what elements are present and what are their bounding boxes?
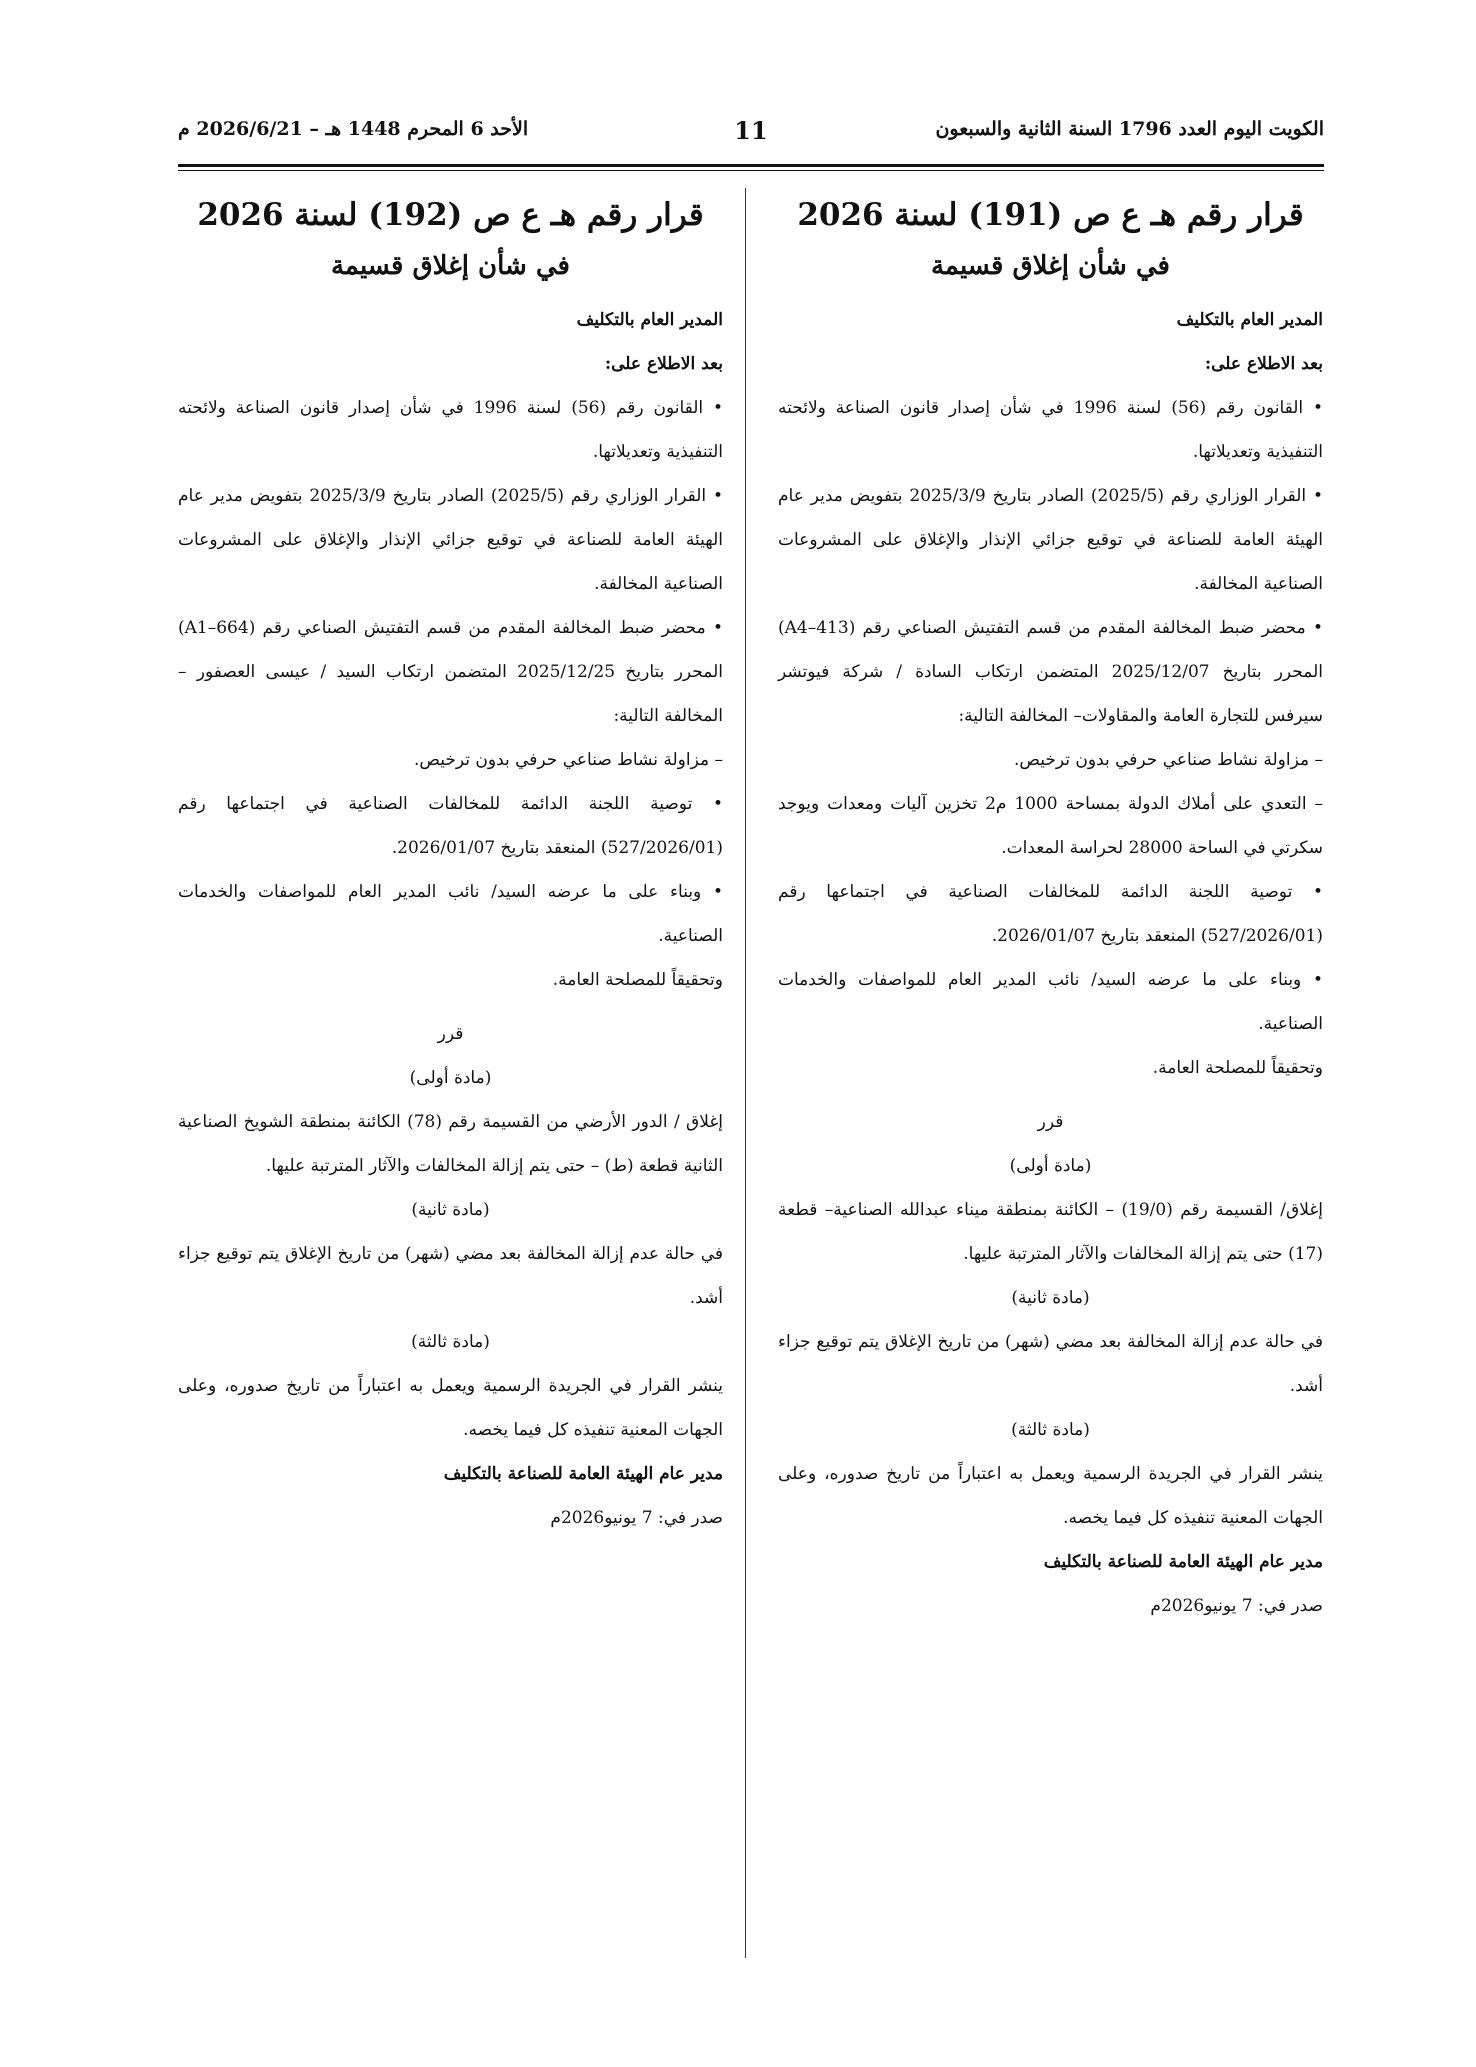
decision-192-column: [178, 190, 723, 1540]
column-divider: [745, 188, 746, 1958]
article-2-title: (مادة ثانية): [411, 1200, 490, 1220]
violation-item: – التعدي على أملاك الدولة بمساحة 1000 م2 تخزين آليات ومعدات ويوجد سكرتي في الساحة 28000 لحراسة المعدات.: [778, 794, 1323, 858]
decided-heading: قرر: [1037, 1112, 1064, 1132]
article-1-title: (مادة أولى): [409, 1068, 492, 1088]
violation-item: – مزاولة نشاط صناعي حرفي بدون ترخيص.: [1013, 750, 1323, 770]
decision-192-title: قرار رقم هـ ع ص (192) لسنة 2026: [197, 197, 704, 233]
article-2-text: في حالة عدم إزالة المخالفة بعد مضي (شهر) من تاريخ الإغلاق يتم توقيع جزاء أشد.: [178, 1244, 723, 1308]
gazette-issue-info: الكويت اليوم العدد 1796 السنة الثانية والسبعون: [935, 118, 1324, 140]
after-review: بعد الاطلاع على:: [1204, 354, 1323, 374]
recital: • القرار الوزاري رقم (2025/5) الصادر بتاريخ 2025/3/9 بتفويض مدير عام الهيئة العامة للصناعة في توقيع جزائي الإنذار والإغلاق على المشروعات الصناعية المخالفة.: [778, 486, 1323, 594]
issuer: المدير العام بالتكليف: [576, 310, 723, 330]
issue-date: الأحد 6 المحرم 1448 هـ – 2026/6/21 م: [178, 118, 529, 140]
signature: مدير عام الهيئة العامة للصناعة بالتكليف: [1043, 1552, 1323, 1572]
recital: • القرار الوزاري رقم (2025/5) الصادر بتاريخ 2025/3/9 بتفويض مدير عام الهيئة العامة للصناعة في توقيع جزائي الإنذار والإغلاق على المشروعات الصناعية المخالفة.: [178, 486, 723, 594]
header-rule-thick: [178, 164, 1324, 167]
recital: • وبناء على ما عرضه السيد/ نائب المدير العام للمواصفات والخدمات الصناعية.: [178, 882, 723, 946]
recital: • محضر ضبط المخالفة المقدم من قسم التفتيش الصناعي رقم (A1–664) المحرر بتاريخ 2025/12/25 المتضمن ارتكاب السيد / عيسى العصفور – المخالفة التالية:: [178, 618, 723, 726]
recital: • توصية اللجنة الدائمة للمخالفات الصناعية في اجتماعها رقم (527/2026/01) المنعقد بتاريخ 2026/01/07.: [178, 794, 723, 858]
decision-191-column: [778, 190, 1323, 1628]
article-3-text: ينشر القرار في الجريدة الرسمية ويعمل به اعتباراً من تاريخ صدوره، وعلى الجهات المعنية تنفيذه كل فيما يخصه.: [778, 1464, 1323, 1528]
decided-heading: قرر: [437, 1024, 464, 1044]
article-1-title: (مادة أولى): [1009, 1156, 1092, 1176]
header-rule-thin: [178, 170, 1324, 171]
recital: وتحقيقاً للمصلحة العامة.: [552, 970, 723, 990]
issue-date-line: صدر في: 7 يونيو2026م: [550, 1508, 723, 1528]
recital: • القانون رقم (56) لسنة 1996 في شأن إصدار قانون الصناعة ولائحته التنفيذية وتعديلاتها.: [778, 398, 1324, 462]
decision-191-title: قرار رقم هـ ع ص (191) لسنة 2026: [797, 197, 1304, 233]
recital: وتحقيقاً للمصلحة العامة.: [1152, 1058, 1323, 1078]
article-2-text: في حالة عدم إزالة المخالفة بعد مضي (شهر) من تاريخ الإغلاق يتم توقيع جزاء أشد.: [778, 1332, 1323, 1396]
recital: • القانون رقم (56) لسنة 1996 في شأن إصدار قانون الصناعة ولائحته التنفيذية وتعديلاتها.: [178, 398, 724, 462]
decision-192-subtitle: في شأن إغلاق قسيمة: [330, 251, 570, 281]
violation-item: – مزاولة نشاط صناعي حرفي بدون ترخيص.: [413, 750, 723, 770]
recital: • محضر ضبط المخالفة المقدم من قسم التفتيش الصناعي رقم (A4–413) المحرر بتاريخ 2025/12/07 المتضمن ارتكاب السادة / شركة فيوتشر سيرفس للتجارة العامة والمقاولات– المخالفة التالية:: [778, 618, 1323, 726]
article-3-text: ينشر القرار في الجريدة الرسمية ويعمل به اعتباراً من تاريخ صدوره، وعلى الجهات المعنية تنفيذه كل فيما يخصه.: [178, 1376, 723, 1440]
issuer: المدير العام بالتكليف: [1176, 310, 1323, 330]
article-3-title: (مادة ثالثة): [1011, 1420, 1090, 1440]
issue-date-line: صدر في: 7 يونيو2026م: [1150, 1596, 1323, 1616]
article-3-title: (مادة ثالثة): [411, 1332, 490, 1352]
signature: مدير عام الهيئة العامة للصناعة بالتكليف: [443, 1464, 723, 1484]
page-header: [178, 118, 1324, 158]
recital: • وبناء على ما عرضه السيد/ نائب المدير العام للمواصفات والخدمات الصناعية.: [778, 970, 1323, 1034]
after-review: بعد الاطلاع على:: [604, 354, 723, 374]
decision-191-subtitle: في شأن إغلاق قسيمة: [930, 251, 1170, 281]
article-1-text: إغلاق/ القسيمة رقم (19/0) – الكائنة بمنطقة ميناء عبدالله الصناعية– قطعة (17) حتى يتم إزالة المخالفات والآثار المترتبة عليها.: [778, 1200, 1323, 1264]
recital: • توصية اللجنة الدائمة للمخالفات الصناعية في اجتماعها رقم (527/2026/01) المنعقد بتاريخ 2026/01/07.: [778, 882, 1323, 946]
article-1-text: إغلاق / الدور الأرضي من القسيمة رقم (78) الكائنة بمنطقة الشويخ الصناعية الثانية قطعة (ط) – حتى يتم إزالة المخالفات والآثار المترتبة عليها.: [178, 1112, 723, 1176]
page-number: 11: [734, 116, 768, 145]
article-2-title: (مادة ثانية): [1011, 1288, 1090, 1308]
